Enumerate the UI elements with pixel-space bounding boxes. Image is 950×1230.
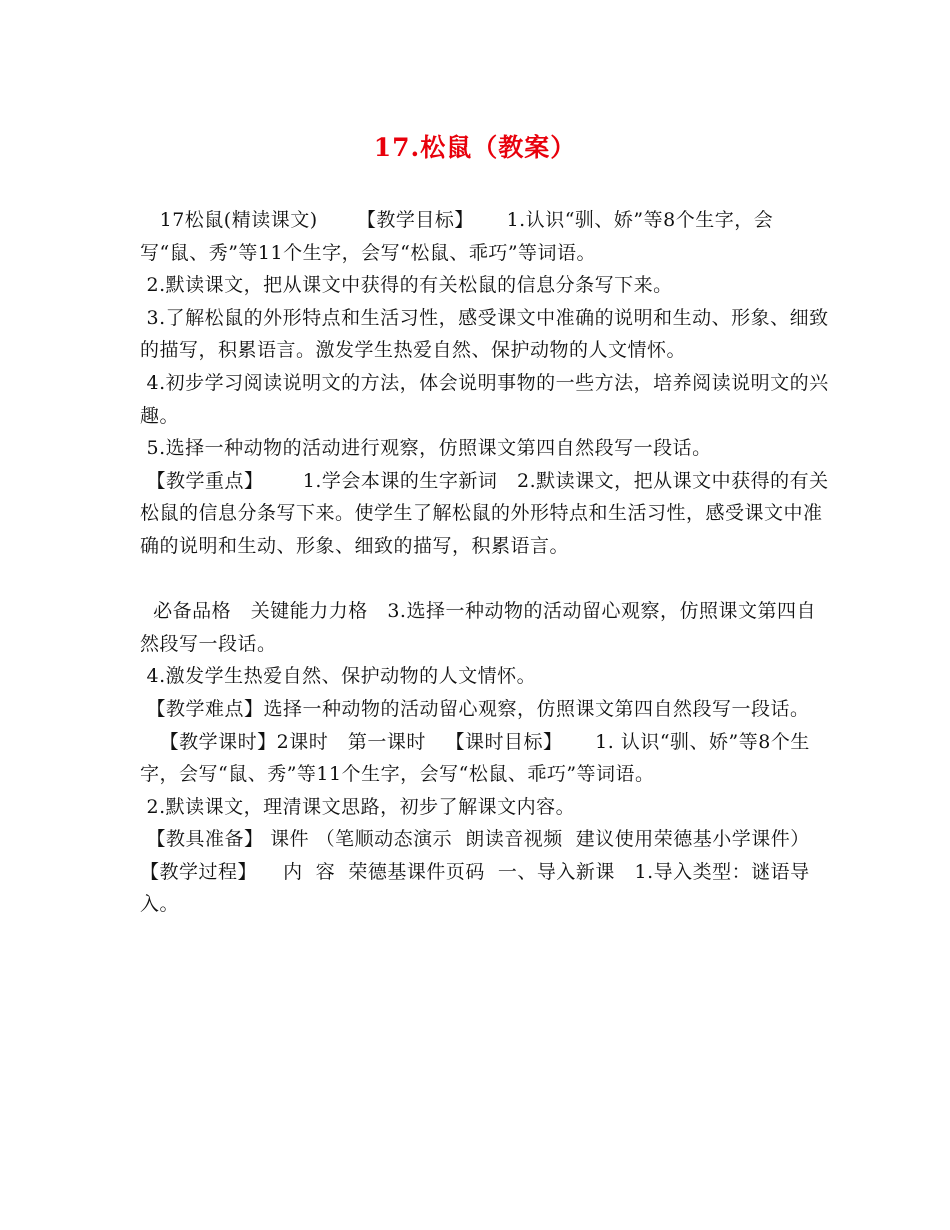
blank-line [140,563,830,596]
paragraph-difficulty: 【教学难点】选择一种动物的活动留心观察，仿照课文第四自然段写一段话。 [140,697,810,720]
paragraph-materials-process: 【教具准备】 课件 （笔顺动态演示 朗读音视频 建议使用荣德基小学课件） 【教学过程】 内 容 荣德基课件页码 一、导入新课 1.导入类型：谜语导入。 [140,828,830,916]
paragraph-objective-5: 5.选择一种动物的活动进行观察，仿照课文第四自然段写一段话。 [140,437,712,460]
paragraph-objective-3: 3.了解松鼠的外形特点和生活习性，感受课文中准确的说明和生动、形象、细致的描写，积累语言。激发学生热爱自然、保护动物的人文情怀。 [140,306,829,362]
paragraph-objective-2: 2.默读课文，把从课文中获得的有关松鼠的信息分条写下来。 [140,274,673,297]
paragraph-key-points: 【教学重点】 1.学会本课的生字新词 2.默读课文，把从课文中获得的有关松鼠的信息分条写下来。使学生了解松鼠的外形特点和生活习性，感受课文中准确的说明和生动、形象、细致的描写，积累语言。 [140,469,829,557]
paragraph-competencies: 必备品格 关键能力力格 3.选择一种动物的活动留心观察，仿照课文第四自然段写一段话。 [140,600,816,655]
paragraph-objective-4: 4.初步学习阅读说明文的方法，体会说明事物的一些方法，培养阅读说明文的兴趣。 [140,371,829,427]
paragraph-class-hours: 【教学课时】2课时 第一课时 【课时目标】 1. 认识“驯、娇”等8个生字，会写“鼠、秀”等11个生字，会写“松鼠、乖巧”等词语。 [140,730,810,786]
paragraph-humanistic-goal: 4.激发学生热爱自然、保护动物的人文情怀。 [140,665,537,688]
paragraph-objectives-intro: 17松鼠(精读课文) 【教学目标】 1.认识“驯、娇”等8个生字，会写“鼠、秀”等11个生字，会写“松鼠、乖巧”等词语。 [140,209,774,264]
document-title: 17.松鼠（教案） [373,133,577,162]
document-body [140,204,830,921]
paragraph-hour-goal-2: 2.默读课文，理清课文思路，初步了解课文内容。 [140,795,576,818]
